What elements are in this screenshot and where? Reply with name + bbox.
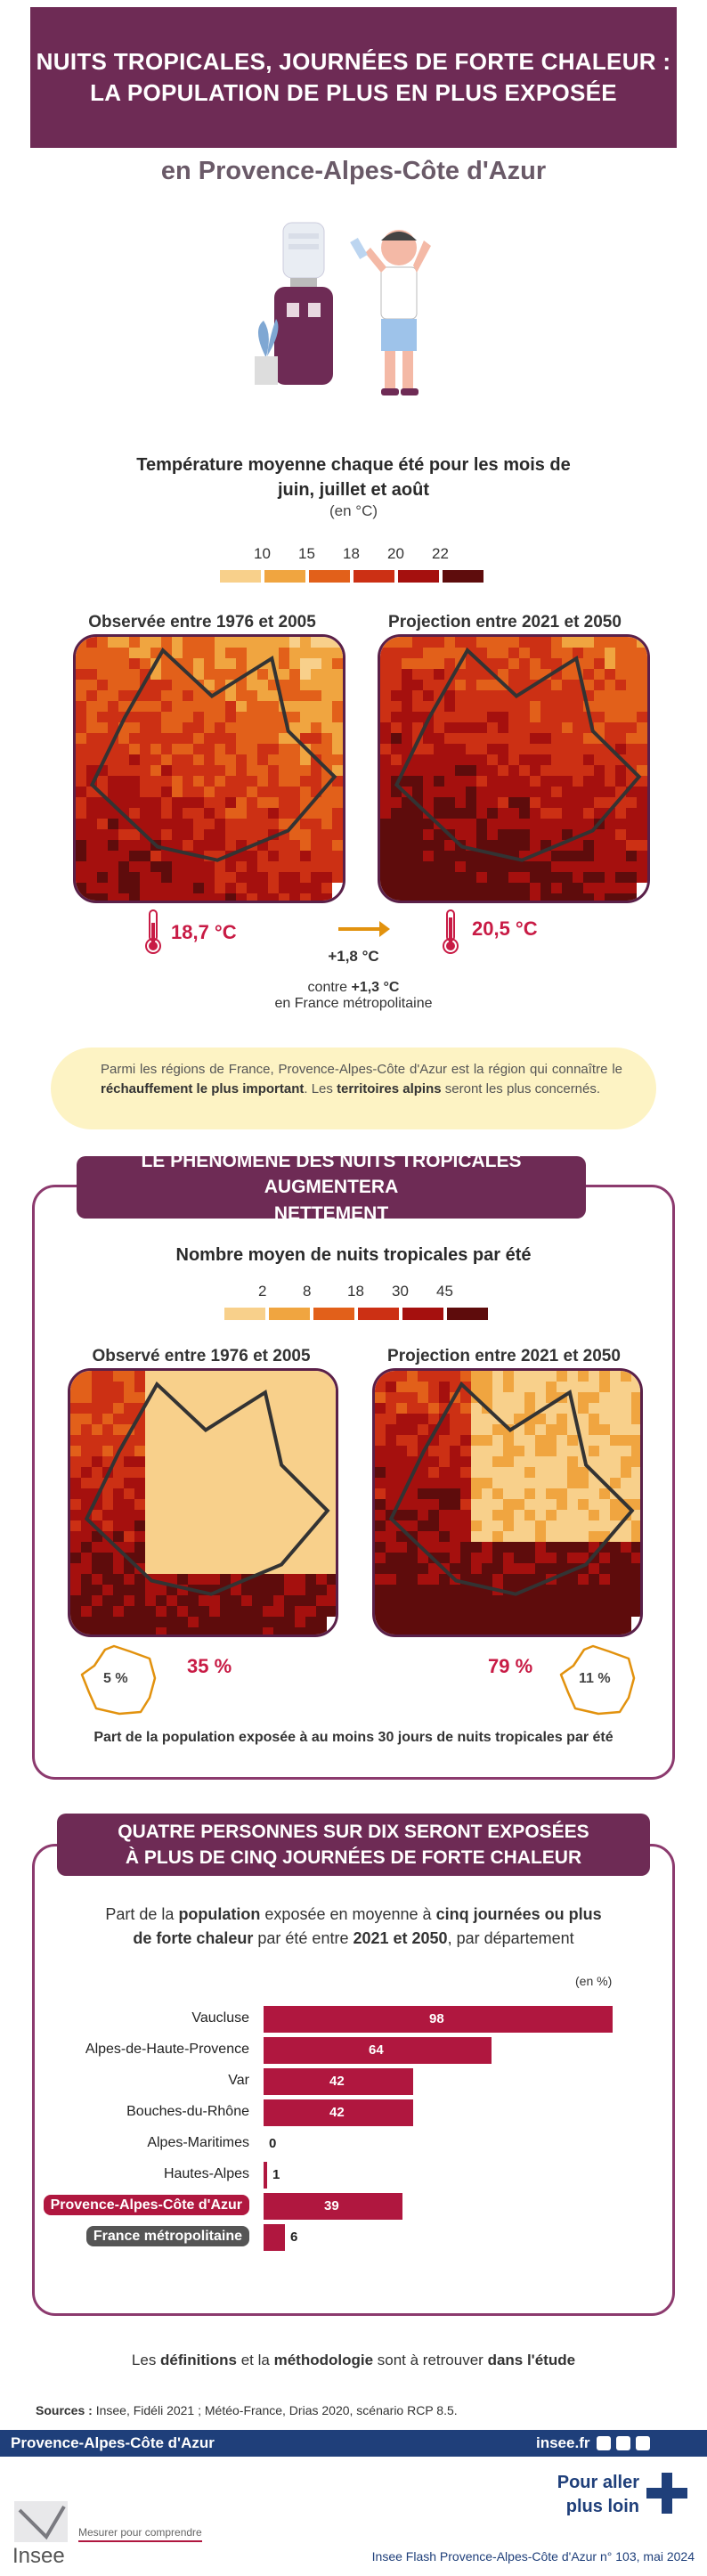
- legend-swatch: [269, 1308, 310, 1320]
- legend-label: 18: [347, 1283, 364, 1300]
- legend-swatch: [398, 570, 439, 583]
- meth-b3: dans l'étude: [487, 2352, 576, 2368]
- bar-category-label: Vaucluse: [191, 2010, 249, 2026]
- footer-band: [0, 2430, 707, 2457]
- meth-d: sont à retrouver: [373, 2352, 488, 2368]
- insee-logo-text: Insee: [12, 2544, 65, 2568]
- header-banner: [30, 7, 677, 148]
- temp-legend-numbers: [220, 545, 487, 563]
- bar-category-label: France métropolitaine: [9, 2229, 249, 2245]
- temp-map-observed: [73, 634, 345, 903]
- info-text-1: Parmi les régions de France, Provence-Alpes-Côte d'Azur est la région qui connaître le: [101, 1062, 622, 1077]
- legend-label: 30: [392, 1283, 409, 1300]
- temp-map-projected-graphic: [380, 637, 650, 903]
- bar-category-label: Var: [228, 2073, 249, 2088]
- nights-map1-title: Observé entre 1976 et 2005: [92, 1347, 311, 1365]
- info-text-2: . Les: [304, 1080, 337, 1096]
- heat-section-title: [57, 1814, 650, 1876]
- legend-label: 22: [432, 545, 449, 562]
- desc-b4: 2021 et 2050: [353, 1929, 448, 1947]
- desc-d: par été entre: [253, 1929, 354, 1947]
- youtube-icon[interactable]: [616, 2436, 630, 2450]
- desc-e: , par département: [447, 1929, 574, 1947]
- legend-label: 45: [436, 1283, 453, 1300]
- temp-map1-title: Observée entre 1976 et 2005: [88, 613, 316, 632]
- legend-swatch: [309, 570, 350, 583]
- info-box: [51, 1048, 656, 1129]
- temp-map-observed-graphic: [76, 637, 345, 903]
- bar-category-label: Alpes-de-Haute-Provence: [85, 2042, 249, 2057]
- legend-swatch: [447, 1308, 488, 1320]
- meth-b2: méthodologie: [273, 2352, 374, 2368]
- nights-map-observed: [68, 1368, 338, 1637]
- bar-value-label: 1: [272, 2167, 280, 2182]
- legend-swatch: [264, 570, 305, 583]
- region-subtitle: en Provence-Alpes-Côte d'Azur: [160, 157, 547, 185]
- info-bold-2: territoires alpins: [337, 1080, 442, 1096]
- info-text-3: seront les plus concernés.: [441, 1080, 601, 1096]
- bar-value-label: 0: [269, 2136, 277, 2151]
- plus-icon[interactable]: [646, 2473, 687, 2514]
- legend-label: 18: [343, 545, 360, 562]
- legend-swatch: [313, 1308, 354, 1320]
- nights-title-line1: LE PHÉNOMÈNE DES NUITS TROPICALES AUGMENTERA: [141, 1150, 522, 1198]
- nights-map-observed-graphic: [70, 1371, 338, 1637]
- insee-tagline: Mesurer pour comprendre: [78, 2526, 202, 2542]
- legend-label: 8: [303, 1283, 312, 1300]
- temp-compare: [220, 980, 487, 1012]
- heat-unit: (en %): [575, 1974, 613, 1988]
- desc-b3: de forte chaleur: [133, 1929, 254, 1947]
- more-line2: plus loin: [565, 2497, 639, 2516]
- legend-swatch: [402, 1308, 443, 1320]
- bar-value-label: 6: [290, 2230, 298, 2245]
- methodology-note: [0, 2352, 707, 2369]
- nights-map-projected-graphic: [375, 1371, 643, 1637]
- insee-logo-icon: [11, 2501, 73, 2546]
- france-observed-pct: 5 %: [103, 1671, 128, 1686]
- bar-category-label: Bouches-du-Rhône: [126, 2104, 249, 2119]
- legend-label: 20: [387, 545, 404, 562]
- social-links: [597, 2436, 650, 2450]
- bar-value-label: 98: [429, 2011, 444, 2026]
- compare-value: +1,3 °C: [351, 980, 400, 995]
- legend-swatch: [224, 1308, 265, 1320]
- nights-caption: Part de la population exposée à au moins 30 jours de nuits tropicales par été: [93, 1730, 614, 1745]
- bar-category-label: Hautes-Alpes: [163, 2166, 249, 2181]
- person-icon: [350, 230, 431, 395]
- nights-projected-pct: 79 %: [488, 1655, 533, 1677]
- bar: [264, 2162, 267, 2189]
- legend-label: 15: [298, 545, 315, 562]
- nights-section-title: [77, 1150, 586, 1224]
- legend-label: 2: [258, 1283, 267, 1300]
- desc-a: Part de la: [105, 1905, 179, 1923]
- arrow-right-icon: [337, 919, 392, 939]
- temp-chart-title: [86, 452, 621, 502]
- more-info-link[interactable]: [554, 2471, 639, 2519]
- twitter-icon[interactable]: [597, 2436, 611, 2450]
- water-cooler-icon: [274, 223, 333, 385]
- legend-label: 10: [254, 545, 271, 562]
- header-title-line1: NUITS TROPICALES, JOURNÉES DE FORTE CHALEUR :: [36, 47, 671, 75]
- linkedin-icon[interactable]: [636, 2436, 650, 2450]
- nights-chart-title: Nombre moyen de nuits tropicales par été: [175, 1245, 532, 1265]
- compare-prefix: contre: [307, 980, 352, 995]
- bar: [264, 2224, 285, 2251]
- publication-reference: Insee Flash Provence-Alpes-Côte d'Azur n° 103, mai 2024: [371, 2549, 695, 2564]
- meth-a: Les: [131, 2352, 161, 2368]
- legend-swatch: [443, 570, 484, 583]
- temp-title-line2: juin, juillet et août: [278, 480, 429, 500]
- info-bold-1: réchauffement le plus important: [101, 1080, 305, 1096]
- compare-suffix: en France métropolitaine: [274, 996, 433, 1011]
- nights-legend: [224, 1283, 492, 1327]
- heat-illustration: [248, 214, 461, 410]
- sources-text: Insee, Fidéli 2021 ; Météo-France, Drias 2020, scénario RCP 8.5.: [92, 2403, 458, 2417]
- heat-chart-description: [69, 1903, 638, 1951]
- temp-legend-swatches: [220, 570, 484, 583]
- legend-swatch: [358, 1308, 399, 1320]
- bar-category-label: Alpes-Maritimes: [147, 2135, 249, 2150]
- bar-value-label: 42: [329, 2105, 345, 2120]
- thermometer-icon: [440, 909, 461, 955]
- temp-unit: (en °C): [329, 502, 378, 519]
- sources-label: Sources :: [36, 2403, 93, 2417]
- temp-legend: [220, 545, 487, 590]
- temp-map2-title: Projection entre 2021 et 2050: [388, 613, 622, 632]
- temp-observed-value: 18,7 °C: [171, 921, 237, 943]
- temp-map-projected: [378, 634, 650, 903]
- nights-observed-pct: 35 %: [187, 1655, 232, 1677]
- nights-title-line2: NETTEMENT: [273, 1202, 389, 1224]
- heat-title-line2: À PLUS DE CINQ JOURNÉES DE FORTE CHALEUR: [125, 1847, 582, 1868]
- legend-swatch: [354, 570, 394, 583]
- nights-map2-title: Projection entre 2021 et 2050: [387, 1347, 621, 1365]
- legend-swatch: [220, 570, 261, 583]
- desc-b1: population: [178, 1905, 261, 1923]
- bar-category-label: Provence-Alpes-Côte d'Azur: [9, 2197, 249, 2213]
- insee-site-link[interactable]: insee.fr: [536, 2434, 590, 2451]
- nights-legend-swatches: [224, 1308, 488, 1320]
- more-line1: Pour aller: [557, 2473, 639, 2492]
- meth-b1: définitions: [160, 2352, 237, 2368]
- header-title-line2: LA POPULATION DE PLUS EN PLUS EXPOSÉE: [90, 79, 617, 106]
- heat-title-line1: QUATRE PERSONNES SUR DIX SERONT EXPOSÉES: [118, 1821, 589, 1842]
- bar-value-label: 39: [324, 2198, 339, 2213]
- temp-increase: +1,8 °C: [328, 948, 379, 965]
- thermometer-icon: [142, 909, 164, 955]
- nights-map-projected: [372, 1368, 643, 1637]
- temp-projected-value: 20,5 °C: [472, 917, 538, 940]
- temp-title-line1: Température moyenne chaque été pour les mois de: [136, 455, 571, 475]
- france-projected-pct: 11 %: [579, 1671, 611, 1686]
- bar-value-label: 64: [369, 2042, 384, 2058]
- footer-region: Provence-Alpes-Côte d'Azur: [11, 2434, 215, 2451]
- sources-note: [36, 2403, 458, 2417]
- meth-c: et la: [237, 2352, 274, 2368]
- bar-value-label: 42: [329, 2074, 345, 2089]
- desc-c: exposée en moyenne à: [260, 1905, 436, 1923]
- heat-bar-chart: [0, 2002, 707, 2270]
- desc-b2: cinq journées ou plus: [435, 1905, 602, 1923]
- nights-legend-numbers: [224, 1283, 492, 1300]
